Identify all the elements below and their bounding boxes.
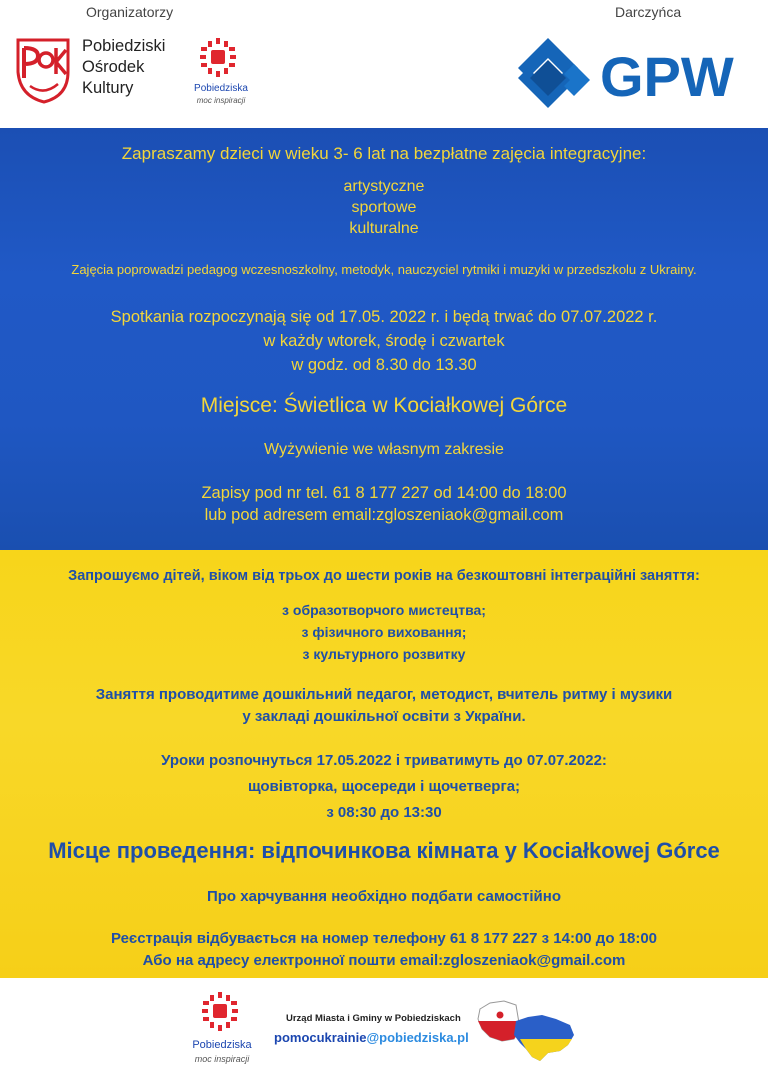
svg-text:moc inspiracji: moc inspiracji xyxy=(194,1054,250,1064)
pok-name: Pobiedziski Ośrodek Kultury xyxy=(82,37,166,97)
header xyxy=(0,0,768,128)
pl-invite: Zapraszamy dzieci w wieku 3- 6 lat na bezpłatne zajęcia integracyjne: xyxy=(121,144,647,163)
ua-invite: Запрошуємо дітей, віком від трьох до шести років на безкоштовні інтеграційні заняття: xyxy=(68,568,700,584)
help-email[interactable] xyxy=(274,1030,469,1045)
pl-signup-phone: Zapisy pod nr tel. 61 8 177 227 od 14:00 do 18:00 xyxy=(201,484,567,502)
pl-signup-email: lub pod adresem email:zgloszeniaok@gmail.com xyxy=(204,506,564,524)
svg-text:Pobiedziska: Pobiedziska xyxy=(194,83,248,94)
pobiedziska-logo-icon xyxy=(186,36,256,108)
ua-signup-phone: Реєстрація відбувається на номер телефону 61 8 177 227 з 14:00 до 18:00 xyxy=(110,930,658,947)
ua-schedule-dates: Уроки розпочнуться 17.05.2022 і триватимуть до 07.07.2022: xyxy=(161,752,607,769)
pl-type-culture: kulturalne xyxy=(349,220,419,237)
ua-type-art: з образотворчого мистецтва; xyxy=(282,602,486,618)
ua-schedule-days: щовівторка, щосереди і щочетверга; xyxy=(247,778,521,795)
svg-text:Pobiedziska: Pobiedziska xyxy=(192,1039,252,1051)
pl-type-art: artystyczne xyxy=(343,178,425,195)
help-email-domain: @pobiedziska.pl xyxy=(366,1030,469,1045)
donor-label: Darczyńca xyxy=(615,4,682,20)
help-email-user: pomocukrainie xyxy=(274,1030,367,1045)
ua-signup-email: Або на адресу електронної пошти email:zgloszeniaok@gmail.com xyxy=(142,952,626,969)
svg-text:moc inspiracji: moc inspiracji xyxy=(196,96,246,105)
ua-teacher-1: Заняття проводитиме дошкільний педагог, методист, вчитель ритму і музики xyxy=(95,686,673,703)
pobiedziska-footer-logo-icon xyxy=(184,990,260,1070)
urzad-label: Urząd Miasta i Gminy w Pobiedziskach xyxy=(286,1013,461,1024)
pl-teacher: Zajęcia poprowadzi pedagog wczesnoszkolny, metodyk, nauczyciel rytmiki i muzyki w przedszkolu z Ukrainy. xyxy=(71,262,697,277)
pl-food: Wyżywienie we własnym zakresie xyxy=(264,441,504,458)
ua-type-sport: з фізичного виховання; xyxy=(301,624,467,640)
pl-type-sport: sportowe xyxy=(351,199,417,216)
pl-schedule-hours: w godz. od 8.30 do 13.30 xyxy=(291,356,477,374)
ua-type-culture: з культурного розвитку xyxy=(302,646,466,662)
ua-schedule-hours: з 08:30 до 13:30 xyxy=(326,804,442,821)
pl-place: Miejsce: Świetlica w Kociałkowej Górce xyxy=(200,394,568,417)
pl-schedule-dates: Spotkania rozpoczynają się od 17.05. 2022 r. i będą trwać do 07.07.2022 r. xyxy=(110,308,658,326)
ukrainian-section xyxy=(0,550,768,978)
pl-schedule-days: w każdy wtorek, środę i czwartek xyxy=(263,332,505,350)
poland-ukraine-map-icon xyxy=(476,995,576,1071)
svg-text:GPW: GPW xyxy=(600,45,734,108)
organizers-label: Organizatorzy xyxy=(86,4,174,20)
pok-logo-icon xyxy=(14,38,72,104)
ua-place: Місце проведення: відпочинкова кімната у Kociałkowej Górce xyxy=(48,838,720,863)
ua-teacher-2: у закладі дошкільної освіти з України. xyxy=(242,708,526,725)
polish-section xyxy=(0,128,768,550)
ua-food: Про харчування необхідно подбати самостійно xyxy=(206,888,561,905)
gpw-logo-icon xyxy=(518,38,744,108)
